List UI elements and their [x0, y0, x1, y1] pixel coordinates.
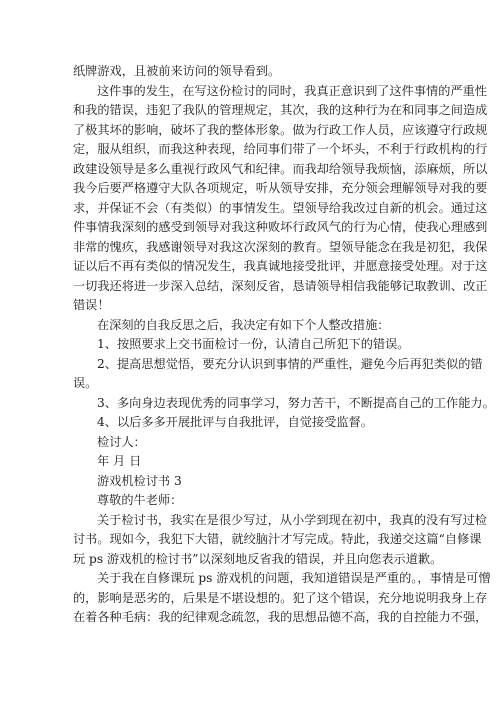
paragraph-line: 关于我在自修课玩 ps 游戏机的问题，我知道错误是严重的。，事情是可憎	[97, 571, 491, 585]
paragraph-line: 讨书。现如今，我犯下大错，就绞脑汁才写完成。特此，我递交这篇“自修课	[73, 532, 482, 546]
paragraph-line: 和我的错误，违犯了我队的管理规定，其次，我的这种行为在和同事之间造成	[73, 103, 488, 117]
paragraph-line: 在着各种毛病：我的纪律观念疏忽，我的思想品德不高，我的自控能力不强，	[73, 610, 488, 624]
section-title: 游戏机检讨书 3	[97, 473, 182, 488]
paragraph-line: 玩 ps 游戏机的检讨书”以深刻地反省我的错误，并且向您表示道歉。	[73, 551, 443, 566]
paragraph-line: 政建设领导是多么重视行政风气和纪律。而我却给领导我烦恼，添麻烦，所以	[73, 161, 488, 176]
paragraph-line: 这件事的发生，在写这份检讨的同时，我真正意识到了这件事情的严重性	[97, 83, 487, 98]
paragraph-line: 定，服从组织，而我这种表现，给同事们带了一个坏头，不利于行政机构的行	[73, 142, 488, 156]
paragraph-line: 错误！	[73, 298, 110, 312]
signature-label: 检讨人：	[97, 434, 146, 449]
paragraph-line: 证以后不再有类似的情况发生，我真诚地接受批评，并愿意接受处理。对于这	[73, 259, 488, 273]
paragraph-line: 误。	[73, 376, 98, 390]
list-item: 4、以后多多开展批评与自我批评，自觉接受监督。	[97, 415, 373, 429]
list-item: 3、多向身边表现优秀的同事学习，努力苦干，不断提高自己的工作能力。	[97, 395, 495, 410]
paragraph-line: 求，并保证不会（有类似）的事情发生。望领导给我改过自新的机会。通过这	[73, 200, 488, 215]
paragraph-line: 了极其坏的影响，破坏了我的整体形象。做为行政工作人员，应该遵守行政规	[73, 122, 488, 137]
paragraph	[73, 511, 487, 570]
paragraph	[73, 82, 488, 316]
paragraph-line: 纸牌游戏，且被前来访问的领导看到。	[73, 64, 281, 78]
list-item: 1、按照要求上交书面检讨一份，认清自己所犯下的错误。	[97, 337, 410, 351]
paragraph-line: 的，影响是恶劣的，后果是不堪设想的。犯了这个错误，充分地说明我身上存	[73, 590, 488, 605]
date-line: 年 月 日	[97, 454, 142, 468]
paragraph-line: 在深刻的自我反思之后，我决定有如下个人整改措施：	[97, 317, 390, 332]
paragraph-line: 我今后要严格遵守大队各项规定，听从领导安排，充分领会理解领导对我的要	[73, 181, 488, 195]
paragraph-line: 一切我还将进一步深入总结，深刻反省，恳请领导相信我能够记取教训、改正	[73, 278, 488, 293]
document-body	[73, 62, 495, 628]
salutation: 尊敬的牛老师：	[97, 493, 183, 507]
paragraph-line: 非常的愧疚，我感谢领导对我这次深刻的教育。望领导能念在我是初犯，我保	[73, 239, 488, 254]
list-item	[73, 355, 483, 394]
paragraph-line: 件事情我深刻的感受到领导对我这种败坏行政风气的行为心情，使我心理感到	[73, 220, 488, 234]
paragraph	[73, 569, 491, 628]
paragraph-line: 关于检讨书，我实在是很少写过，从小学到现在初中，我真的没有写过检	[97, 512, 487, 527]
paragraph-line: 2、提高思想觉悟，要充分认识到事情的严重性，避免今后再犯类似的错	[97, 356, 483, 371]
